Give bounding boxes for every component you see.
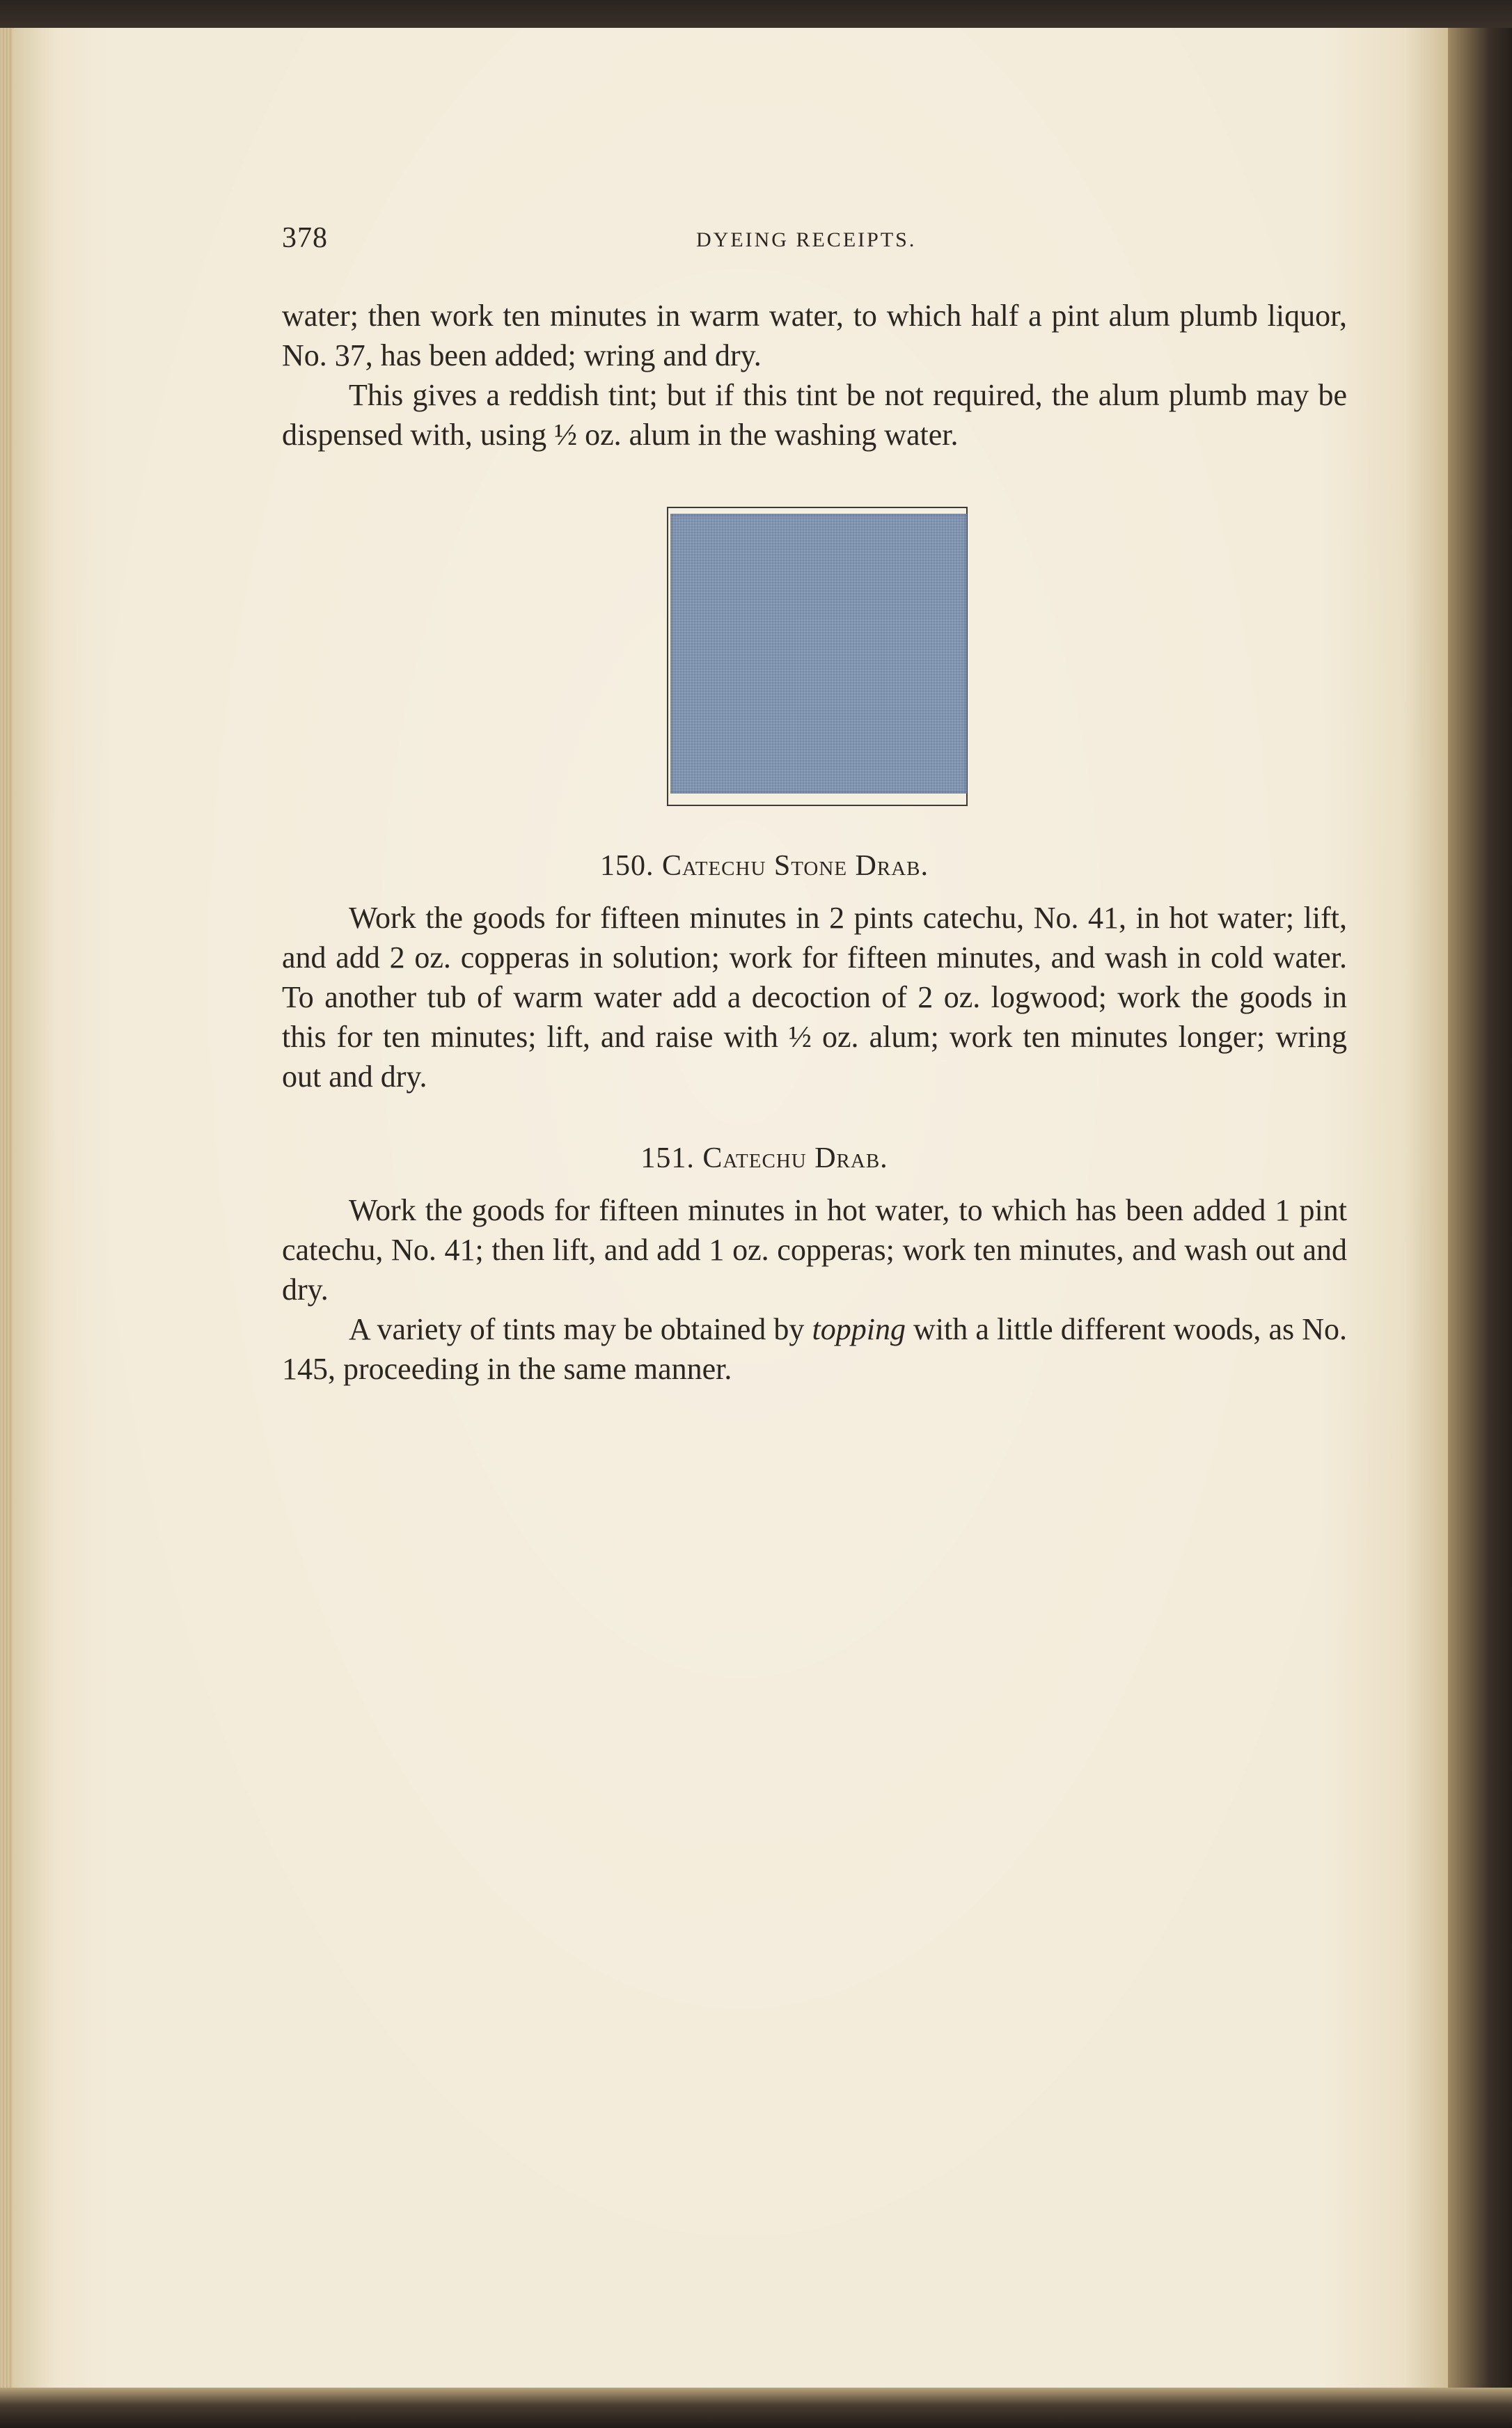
intro-paragraph-2: This gives a reddish tint; but if this tint be not required, the alum plumb may be dispensed with, using ½ oz. alum in the washing water. [282, 378, 1347, 452]
receipt-150-heading [8, 849, 1512, 883]
receipt-150-title: Catechu Stone Drab. [661, 850, 929, 882]
receipt-151-text [282, 1190, 1347, 1389]
intro-text [282, 296, 1347, 455]
receipt-151-number: 151. [640, 1142, 695, 1174]
receipt-151-title: Catechu Drab. [702, 1142, 888, 1174]
book-spine-edge [1448, 28, 1512, 2391]
receipt-151-heading [8, 1142, 1512, 1175]
receipt-151-body-2-end: with a little different woods, as No. 145, proceeding in the same manner. [282, 1312, 1348, 1386]
page-number: 378 [282, 222, 328, 254]
intro-paragraph-1: water; then work ten minutes in warm water, to which half a pint alum plumb liquor, No. 37, has been added; wring and dry. [282, 299, 1347, 372]
fabric-sample-swatch [670, 514, 967, 794]
book-bottom-edge [0, 2388, 1512, 2428]
receipt-150-number: 150. [599, 850, 654, 882]
receipt-150-body: Work the goods for fifteen minutes in 2 pints catechu, No. 41, in hot water; lift, and add 2 oz. copperas in solution; work for fifteen minutes, and wash in cold water. To another tub of warm water add a decoction of 2 oz. logwood; work the goods in this for ten minutes; lift, and raise with ½ oz. alum; work ten minutes longer; wring out and dry. [282, 901, 1347, 1094]
receipt-151-body-2-start: A variety of tints may be obtained by [349, 1312, 805, 1346]
receipt-150-text [282, 898, 1347, 1096]
receipt-151-body-2-emphasis: topping [812, 1312, 906, 1346]
receipt-151-body-2 [282, 1309, 1347, 1389]
running-head: DYEING RECEIPTS. [696, 228, 917, 251]
receipt-151-body-1: Work the goods for fifteen minutes in hot water, to which has been added 1 pint catechu, No. 41; then lift, and add 1 oz. copperas; work ten minutes, and wash out and dry. [282, 1193, 1347, 1307]
